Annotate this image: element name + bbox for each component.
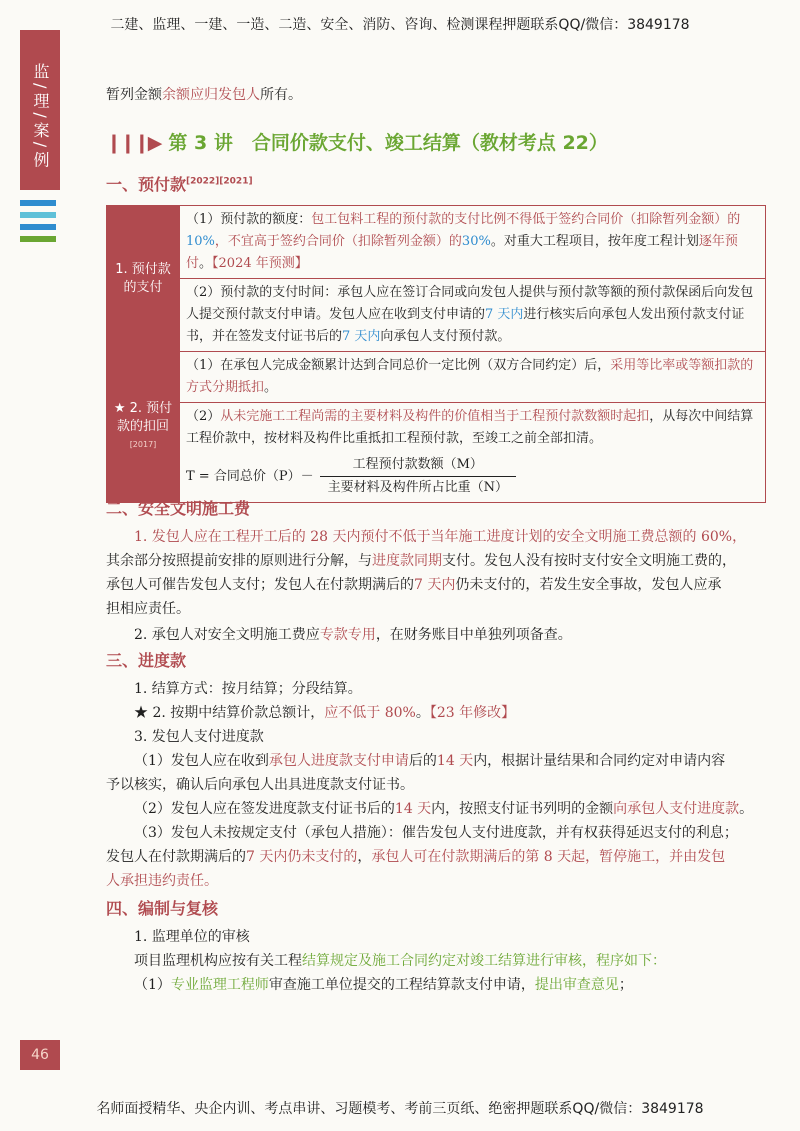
lecture-title: ❙❙❙▶ 第 3 讲 合同价款支付、竣工结算（教材考点 22） (106, 132, 608, 154)
side-tab: 监/理/案/例 (20, 30, 60, 190)
decor-stripe (20, 224, 56, 230)
decor-stripe (20, 200, 56, 206)
cell-amount: （1）预付款的额度：包工包料工程的预付款的支付比例不得低于签约合同价（扣除暂列金额）的10%，不宜高于签约合同价（扣除暂列金额）的30%。对重大工程项目，按年度工程计划逐年预付。【2024 年预测】 (180, 206, 766, 279)
para-safety-1-cont: 其余部分按照提前安排的原则进行分解，与进度款同期支付。发包人没有按时支付安全文明施工费的， (106, 553, 736, 569)
page-number: 46 (20, 1040, 60, 1070)
para-review-3: （1）专业监理工程师审查施工单位提交的工程结算款支付申请，提出审查意见； (134, 977, 633, 993)
advance-payment-table (106, 205, 766, 503)
section-title-progress: 三、进度款 (106, 651, 187, 670)
para-progress-6-cont: 发包人在付款期满后的7 天内仍未支付的，承包人可在付款期满后的第 8 天起，暂停施工，并由发包 (106, 849, 726, 865)
page-footer: 名师面授精华、央企内训、考点串讲、习题模考、考前三页纸、绝密押题联系QQ/微信：3849178 (96, 1101, 704, 1117)
section-title-review: 四、编制与复核 (106, 899, 219, 918)
cell-deduction-1: （1）在承包人完成金额累计达到合同总价一定比例（双方合同约定）后，采用等比率或等额扣款的方式分期抵扣。 (180, 352, 766, 403)
para-safety-2: 2. 承包人对安全文明施工费应专款专用，在财务账目中单独列项备查。 (134, 627, 572, 643)
cell-time: （2）预付款的支付时间：承包人应在签订合同或向发包人提供与预付款等额的预付款保函后向发包人提交预付款支付申请。发包人应在收到支付申请的7 天内进行核实后向承包人发出预付款支付证书，并在签发支付证书后的7 天内向承包人支付预付款。 (180, 279, 766, 352)
intro-line: 暂列金额余额应归发包人所有。 (106, 87, 302, 103)
para-progress-2: ★ 2. 按期中结算价款总额计，应不低于 80%。【23 年修改】 (134, 705, 516, 721)
formula: T = 合同总价（P）－ $\frac{\text{工程预付款数额（M）}}{\text{主要材料及构件所占比重（N）}}$ (186, 454, 759, 499)
decor-stripe (20, 212, 56, 218)
row-head-deduction: ★ 2. 预付款的扣回 [2017] (107, 352, 180, 503)
para-safety-1-cont: 担相应责任。 (106, 601, 190, 617)
para-safety-1: 1. 发包人应在工程开工后的 28 天内预付不低于当年施工进度计划的安全文明施工费总额的 60%， (134, 529, 747, 545)
para-progress-6: （3）发包人未按规定支付（承包人措施）：催告发包人支付进度款，并有权获得延迟支付的利息； (134, 825, 738, 841)
page-header: 二建、监理、一建、一造、二造、安全、消防、咨询、检测课程押题联系QQ/微信：3849178 (110, 17, 690, 33)
decor-stripe (20, 236, 56, 242)
para-progress-1: 1. 结算方式：按月结算；分段结算。 (134, 681, 362, 697)
para-progress-6-cont: 人承担违约责任。 (106, 873, 218, 889)
cell-deduction-2: （2）从未完施工工程尚需的主要材料及构件的价值相当于工程预付款数额时起扣，从每次中间结算工程价款中，按材料及构件比重抵扣工程预付款，至竣工之前全部扣清。 T = 合同总价（P）－ $\frac{\text{工程预付款数额（M）}}{\text{主要材料及构件所占比重（N）}}$ (180, 403, 766, 503)
para-progress-5: （2）发包人应在签发进度款支付证书后的14 天内，按照支付证书列明的金额向承包人支付进度款。 (134, 801, 754, 817)
section-title-advance-payment: 一、预付款[2022][2021] (106, 175, 253, 194)
para-progress-4: （1）发包人应在收到承包人进度款支付申请后的14 天内，根据计量结果和合同约定对申请内容 (134, 753, 726, 769)
para-progress-3: 3. 发包人支付进度款 (134, 729, 264, 745)
section-title-safety-fee: 二、安全文明施工费 (106, 499, 251, 518)
para-progress-4-cont: 予以核实，确认后向承包人出具进度款支付证书。 (106, 777, 414, 793)
lecture-bars-icon: ❙❙❙▶ (106, 132, 161, 154)
para-review-1: 1. 监理单位的审核 (134, 929, 250, 945)
para-review-2: 项目监理机构应按有关工程结算规定及施工合同约定对竣工结算进行审核，程序如下： (134, 953, 666, 969)
row-head-payment: 1. 预付款的支付 (107, 206, 180, 352)
para-safety-1-cont: 承包人可催告发包人支付；发包人在付款期满后的7 天内仍未支付的，若发生安全事故，发包人应承 (106, 577, 722, 593)
